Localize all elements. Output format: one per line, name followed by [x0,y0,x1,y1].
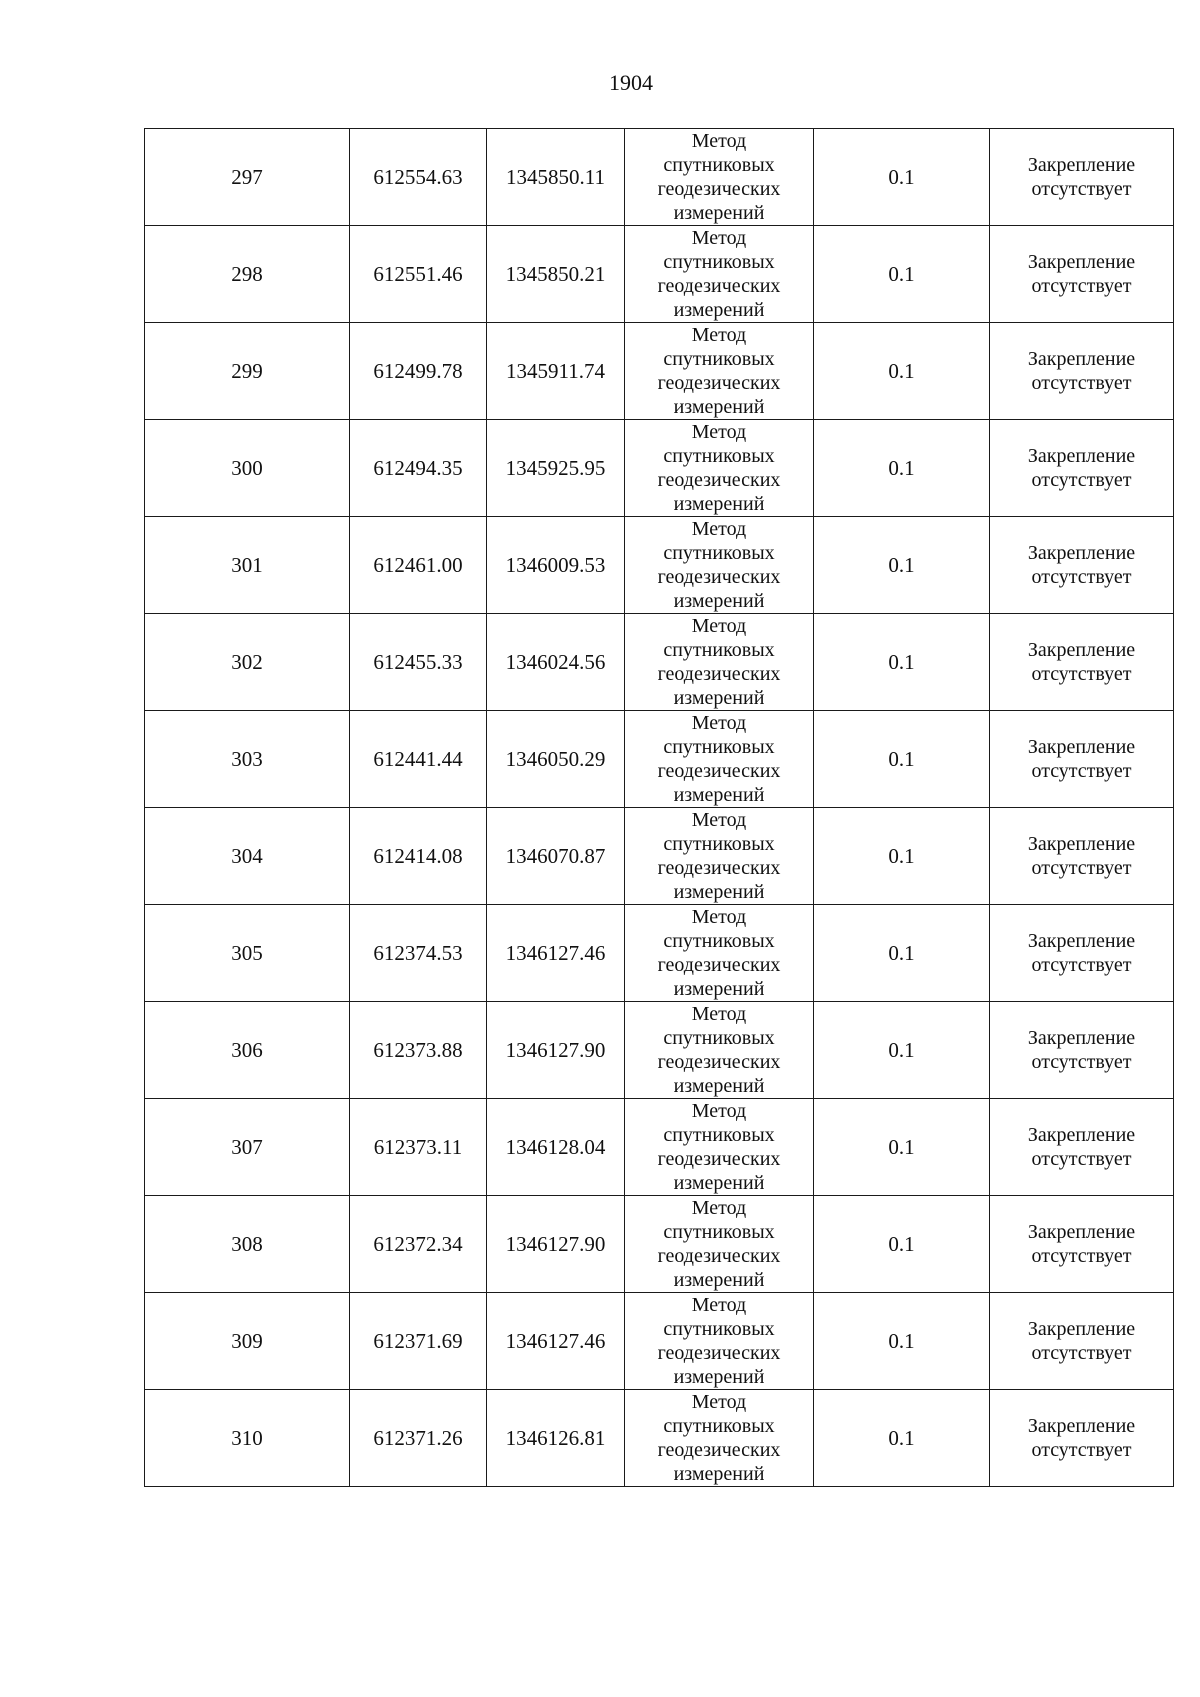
y-coordinate-cell: 1345911.74 [487,323,625,420]
x-coordinate-cell: 612371.26 [350,1390,487,1487]
accuracy-cell: 0.1 [814,808,990,905]
table-row [145,129,1174,226]
method-cell-line: Метод [691,1391,747,1413]
fixing-cell-line: отсутствует [1031,1148,1132,1170]
table-row [145,323,1174,420]
method-cell-line: геодезических [657,372,781,394]
x-coordinate-cell: 612455.33 [350,614,487,711]
y-coordinate-cell: 1345850.21 [487,226,625,323]
method-cell-line: измерений [673,1172,765,1194]
y-coordinate-cell: 1345925.95 [487,420,625,517]
accuracy-cell: 0.1 [814,1099,990,1196]
y-coordinate-cell: 1346126.81 [487,1390,625,1487]
point-number-cell: 299 [145,323,350,420]
fixing-cell-line: отсутствует [1031,760,1132,782]
method-cell-line: Метод [691,1003,747,1025]
table-row [145,808,1174,905]
method-cell-line: геодезических [657,760,781,782]
method-cell-line: спутниковых [663,833,775,855]
method-cell-line: спутниковых [663,348,775,370]
point-number-cell: 298 [145,226,350,323]
fixing-cell-line: отсутствует [1031,566,1132,588]
x-coordinate-cell: 612499.78 [350,323,487,420]
method-cell [625,905,814,1002]
method-cell-line: спутниковых [663,251,775,273]
x-coordinate-cell: 612554.63 [350,129,487,226]
method-cell-line: геодезических [657,663,781,685]
point-number-cell: 300 [145,420,350,517]
y-coordinate-cell: 1345850.11 [487,129,625,226]
y-coordinate-cell: 1346024.56 [487,614,625,711]
y-coordinate-cell: 1346127.46 [487,1293,625,1390]
coordinates-table [144,128,1174,1487]
x-coordinate-cell: 612373.11 [350,1099,487,1196]
point-number-cell: 309 [145,1293,350,1390]
y-coordinate-cell: 1346070.87 [487,808,625,905]
fixing-cell-line: отсутствует [1031,954,1132,976]
method-cell-line: геодезических [657,1051,781,1073]
coordinates-table-body [145,129,1174,1487]
method-cell-line: Метод [691,227,747,249]
y-coordinate-cell: 1346127.90 [487,1002,625,1099]
fixing-cell-line: отсутствует [1031,663,1132,685]
method-cell-line: измерений [673,1463,765,1485]
method-cell-line: измерений [673,687,765,709]
method-cell-line: измерений [673,299,765,321]
method-cell-line: Метод [691,130,747,152]
accuracy-cell: 0.1 [814,226,990,323]
point-number-cell: 301 [145,517,350,614]
fixing-cell-line: отсутствует [1031,372,1132,394]
method-cell-line: спутниковых [663,1318,775,1340]
fixing-cell-line: Закрепление [1027,1027,1136,1049]
method-cell-line: геодезических [657,954,781,976]
x-coordinate-cell: 612374.53 [350,905,487,1002]
method-cell-line: спутниковых [663,639,775,661]
x-coordinate-cell: 612371.69 [350,1293,487,1390]
method-cell [625,711,814,808]
method-cell-line: геодезических [657,566,781,588]
fixing-cell [990,614,1174,711]
table-row [145,1099,1174,1196]
fixing-cell-line: Закрепление [1027,445,1136,467]
method-cell [625,1390,814,1487]
fixing-cell [990,1002,1174,1099]
point-number-cell: 304 [145,808,350,905]
method-cell-line: измерений [673,1075,765,1097]
accuracy-cell: 0.1 [814,711,990,808]
fixing-cell [990,905,1174,1002]
accuracy-cell: 0.1 [814,517,990,614]
fixing-cell-line: Закрепление [1027,251,1136,273]
fixing-cell-line: Закрепление [1027,154,1136,176]
method-cell-line: геодезических [657,275,781,297]
method-cell-line: измерений [673,396,765,418]
accuracy-cell: 0.1 [814,905,990,1002]
method-cell-line: измерений [673,493,765,515]
method-cell-line: Метод [691,518,747,540]
method-cell-line: измерений [673,202,765,224]
fixing-cell-line: отсутствует [1031,1051,1132,1073]
x-coordinate-cell: 612373.88 [350,1002,487,1099]
fixing-cell [990,711,1174,808]
method-cell [625,129,814,226]
accuracy-cell: 0.1 [814,129,990,226]
method-cell-line: измерений [673,1366,765,1388]
table-row [145,1196,1174,1293]
fixing-cell-line: Закрепление [1027,833,1136,855]
method-cell [625,1099,814,1196]
fixing-cell-line: Закрепление [1027,1124,1136,1146]
table-row [145,1002,1174,1099]
method-cell-line: измерений [673,590,765,612]
method-cell-line: геодезических [657,1342,781,1364]
method-cell-line: спутниковых [663,1415,775,1437]
y-coordinate-cell: 1346127.46 [487,905,625,1002]
fixing-cell-line: отсутствует [1031,469,1132,491]
point-number-cell: 307 [145,1099,350,1196]
accuracy-cell: 0.1 [814,420,990,517]
method-cell-line: спутниковых [663,445,775,467]
method-cell [625,517,814,614]
fixing-cell-line: отсутствует [1031,275,1132,297]
method-cell-line: измерений [673,978,765,1000]
fixing-cell-line: отсутствует [1031,857,1132,879]
method-cell-line: измерений [673,784,765,806]
x-coordinate-cell: 612461.00 [350,517,487,614]
x-coordinate-cell: 612551.46 [350,226,487,323]
point-number-cell: 308 [145,1196,350,1293]
y-coordinate-cell: 1346009.53 [487,517,625,614]
fixing-cell [990,1390,1174,1487]
accuracy-cell: 0.1 [814,1002,990,1099]
table-row [145,420,1174,517]
fixing-cell [990,1293,1174,1390]
point-number-cell: 305 [145,905,350,1002]
fixing-cell-line: Закрепление [1027,1415,1136,1437]
fixing-cell-line: Закрепление [1027,542,1136,564]
accuracy-cell: 0.1 [814,323,990,420]
point-number-cell: 302 [145,614,350,711]
table-row [145,226,1174,323]
method-cell-line: спутниковых [663,736,775,758]
method-cell-line: Метод [691,1197,747,1219]
accuracy-cell: 0.1 [814,1196,990,1293]
accuracy-cell: 0.1 [814,1293,990,1390]
x-coordinate-cell: 612372.34 [350,1196,487,1293]
method-cell [625,808,814,905]
fixing-cell-line: Закрепление [1027,348,1136,370]
table-row [145,1390,1174,1487]
method-cell [625,1196,814,1293]
fixing-cell-line: Закрепление [1027,639,1136,661]
fixing-cell [990,420,1174,517]
fixing-cell-line: Закрепление [1027,736,1136,758]
method-cell-line: спутниковых [663,154,775,176]
y-coordinate-cell: 1346127.90 [487,1196,625,1293]
fixing-cell [990,808,1174,905]
method-cell-line: геодезических [657,178,781,200]
page-number: 1904 [609,70,653,95]
y-coordinate-cell: 1346128.04 [487,1099,625,1196]
table-row [145,711,1174,808]
x-coordinate-cell: 612414.08 [350,808,487,905]
method-cell [625,1002,814,1099]
method-cell [625,1293,814,1390]
method-cell-line: Метод [691,906,747,928]
method-cell-line: Метод [691,712,747,734]
fixing-cell [990,517,1174,614]
fixing-cell-line: Закрепление [1027,1221,1136,1243]
method-cell-line: спутниковых [663,1124,775,1146]
x-coordinate-cell: 612441.44 [350,711,487,808]
method-cell [625,323,814,420]
method-cell-line: Метод [691,615,747,637]
table-row [145,517,1174,614]
method-cell-line: измерений [673,1269,765,1291]
fixing-cell [990,323,1174,420]
method-cell-line: Метод [691,1294,747,1316]
fixing-cell [990,129,1174,226]
table-row [145,614,1174,711]
method-cell-line: Метод [691,324,747,346]
fixing-cell-line: Закрепление [1027,1318,1136,1340]
table-row [145,1293,1174,1390]
point-number-cell: 303 [145,711,350,808]
point-number-cell: 306 [145,1002,350,1099]
table-row [145,905,1174,1002]
fixing-cell-line: отсутствует [1031,178,1132,200]
fixing-cell-line: отсутствует [1031,1439,1132,1461]
fixing-cell-line: Закрепление [1027,930,1136,952]
method-cell-line: спутниковых [663,1027,775,1049]
x-coordinate-cell: 612494.35 [350,420,487,517]
method-cell-line: спутниковых [663,930,775,952]
method-cell [625,614,814,711]
method-cell-line: Метод [691,809,747,831]
point-number-cell: 310 [145,1390,350,1487]
method-cell-line: геодезических [657,857,781,879]
fixing-cell-line: отсутствует [1031,1245,1132,1267]
method-cell-line: спутниковых [663,542,775,564]
fixing-cell [990,1196,1174,1293]
method-cell-line: Метод [691,421,747,443]
y-coordinate-cell: 1346050.29 [487,711,625,808]
method-cell [625,420,814,517]
method-cell-line: геодезических [657,469,781,491]
method-cell [625,226,814,323]
fixing-cell-line: отсутствует [1031,1342,1132,1364]
accuracy-cell: 0.1 [814,614,990,711]
method-cell-line: Метод [691,1100,747,1122]
method-cell-line: измерений [673,881,765,903]
method-cell-line: геодезических [657,1245,781,1267]
accuracy-cell: 0.1 [814,1390,990,1487]
point-number-cell: 297 [145,129,350,226]
fixing-cell [990,226,1174,323]
fixing-cell [990,1099,1174,1196]
method-cell-line: геодезических [657,1439,781,1461]
method-cell-line: спутниковых [663,1221,775,1243]
method-cell-line: геодезических [657,1148,781,1170]
